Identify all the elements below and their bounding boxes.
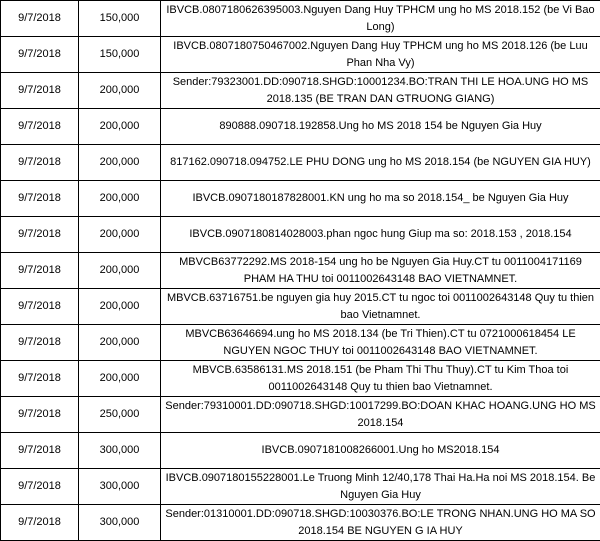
date-cell: 9/7/2018 xyxy=(1,145,79,181)
amount-cell: 200,000 xyxy=(79,253,161,289)
date-cell: 9/7/2018 xyxy=(1,73,79,109)
table-row xyxy=(1,37,600,73)
description-cell: 890888.090718.192858.Ung ho MS 2018 154 be Nguyen Gia Huy xyxy=(161,109,600,145)
description-cell: MBVCB63646694.ung ho MS 2018.134 (be Tri Thien).CT tu 0721000618454 LE NGUYEN NGOC THUY toi 0011002643148 BAO VIETNAMNET. xyxy=(161,325,600,361)
amount-cell: 250,000 xyxy=(79,397,161,433)
description-cell: IBVCB.0807180750467002.Nguyen Dang Huy TPHCM ung ho MS 2018.126 (be Luu Phan Nha Vy) xyxy=(161,37,600,73)
description-cell: Sender:01310001.DD:090718.SHGD:10030376.BO:LE TRONG NHAN.UNG HO MA SO 2018.154 BE NGUYEN G IA HUY xyxy=(161,505,600,541)
table-row xyxy=(1,289,600,325)
amount-cell: 200,000 xyxy=(79,109,161,145)
description-cell: IBVCB.0807180626395003.Nguyen Dang Huy TPHCM ung ho MS 2018.152 (be Vi Bao Long) xyxy=(161,1,600,37)
amount-cell: 200,000 xyxy=(79,145,161,181)
table-row xyxy=(1,1,600,37)
description-cell: Sender:79323001.DD:090718.SHGD:10001234.BO:TRAN THI LE HOA.UNG HO MS 2018.135 (BE TRAN DAN GTRUONG GIANG) xyxy=(161,73,600,109)
table-body xyxy=(1,1,600,541)
amount-cell: 200,000 xyxy=(79,361,161,397)
description-cell: 817162.090718.094752.LE PHU DONG ung ho MS 2018.154 (be NGUYEN GIA HUY) xyxy=(161,145,600,181)
date-cell: 9/7/2018 xyxy=(1,325,79,361)
date-cell: 9/7/2018 xyxy=(1,469,79,505)
amount-cell: 200,000 xyxy=(79,325,161,361)
description-cell: Sender:79310001.DD:090718.SHGD:10017299.BO:DOAN KHAC HOANG.UNG HO MS 2018.154 xyxy=(161,397,600,433)
description-cell: MBVCB63772292.MS 2018-154 ung ho be Nguyen Gia Huy.CT tu 0011004171169 PHAM HA THU toi 0011002643148 BAO VIETNAMNET. xyxy=(161,253,600,289)
table-row xyxy=(1,253,600,289)
description-cell: IBVCB.0907181008266001.Ung ho MS2018.154 xyxy=(161,433,600,469)
table-row xyxy=(1,325,600,361)
table-row xyxy=(1,145,600,181)
date-cell: 9/7/2018 xyxy=(1,109,79,145)
amount-cell: 200,000 xyxy=(79,217,161,253)
description-cell: IBVCB.0907180155228001.Le Truong Minh 12/40,178 Thai Ha.Ha noi MS 2018.154. Be Nguyen Gia Huy xyxy=(161,469,600,505)
date-cell: 9/7/2018 xyxy=(1,37,79,73)
description-cell: IBVCB.0907180814028003.phan ngoc hung Giup ma so: 2018.153 , 2018.154 xyxy=(161,217,600,253)
table-row xyxy=(1,181,600,217)
amount-cell: 300,000 xyxy=(79,505,161,541)
table-row xyxy=(1,361,600,397)
table-row xyxy=(1,469,600,505)
table-row xyxy=(1,73,600,109)
date-cell: 9/7/2018 xyxy=(1,505,79,541)
date-cell: 9/7/2018 xyxy=(1,1,79,37)
date-cell: 9/7/2018 xyxy=(1,289,79,325)
table-row xyxy=(1,505,600,541)
amount-cell: 300,000 xyxy=(79,433,161,469)
date-cell: 9/7/2018 xyxy=(1,361,79,397)
table-row xyxy=(1,109,600,145)
date-cell: 9/7/2018 xyxy=(1,253,79,289)
date-cell: 9/7/2018 xyxy=(1,397,79,433)
date-cell: 9/7/2018 xyxy=(1,433,79,469)
description-cell: MBVCB.63586131.MS 2018.151 (be Pham Thi Thu Thuy).CT tu Kim Thoa toi 0011002643148 Quy tu thien bao Vietnamnet. xyxy=(161,361,600,397)
amount-cell: 150,000 xyxy=(79,1,161,37)
description-cell: IBVCB.0907180187828001.KN ung ho ma so 2018.154_ be Nguyen Gia Huy xyxy=(161,181,600,217)
table-row xyxy=(1,397,600,433)
amount-cell: 200,000 xyxy=(79,289,161,325)
amount-cell: 200,000 xyxy=(79,181,161,217)
date-cell: 9/7/2018 xyxy=(1,181,79,217)
amount-cell: 200,000 xyxy=(79,73,161,109)
date-cell: 9/7/2018 xyxy=(1,217,79,253)
amount-cell: 300,000 xyxy=(79,469,161,505)
description-cell: MBVCB.63716751.be nguyen gia huy 2015.CT tu ngoc toi 0011002643148 Quy tu thien bao Vietnamnet. xyxy=(161,289,600,325)
table-row xyxy=(1,217,600,253)
amount-cell: 150,000 xyxy=(79,37,161,73)
table-row xyxy=(1,433,600,469)
